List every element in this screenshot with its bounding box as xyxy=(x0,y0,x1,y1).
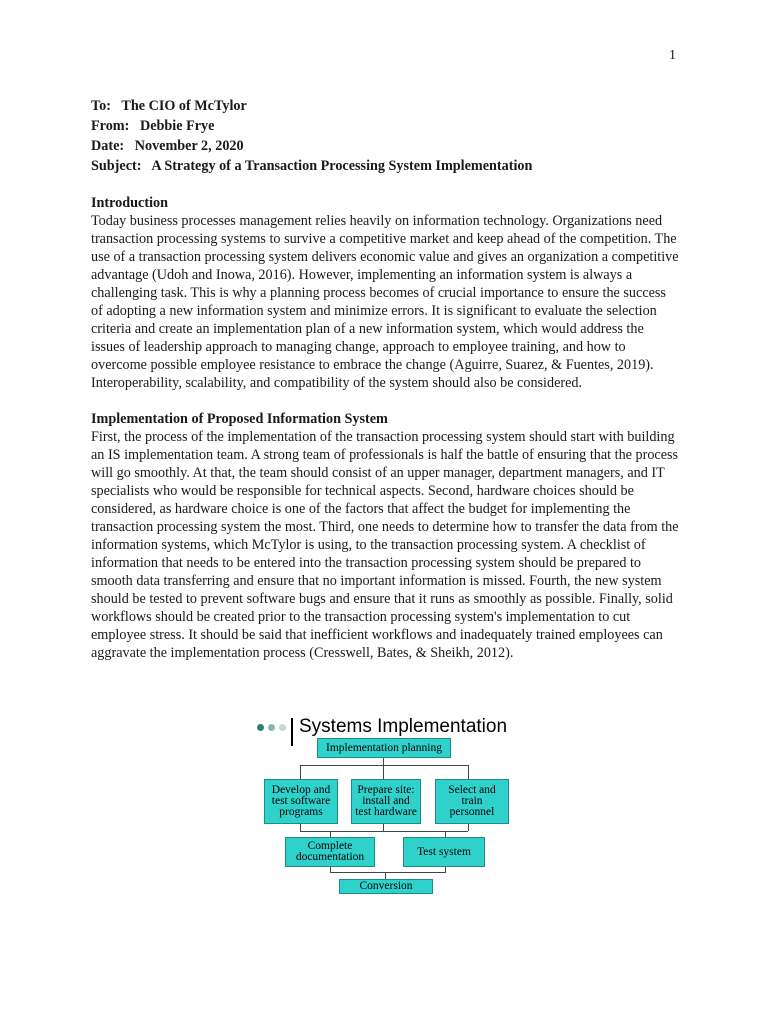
implementation-heading: Implementation of Proposed Information System xyxy=(91,411,388,427)
connector-line xyxy=(300,765,301,779)
accent-dot xyxy=(257,724,264,731)
connector-line xyxy=(383,823,384,831)
introduction-paragraph: Today business processes management relies heavily on information technology. Organizations need transaction processing systems to survive a competitive market and keep ahead of the competition. The use of a transaction processing system delivers economic value and gives an organization a competitive advantage (Udoh and Inowa, 2016). However, implementing an information system is always a challenging task. This is why a planning process becomes of crucial importance to ensure the success of adopting a new information system and minimize errors. It is significant to evaluate the selection criteria and create an implementation plan of a new information system, which would address the issues of leadership approach to managing change, approach to employee training, and how to overcome possible employee resistance to embrace the change (Aguirre, Suarez, & Fuentes, 2019). Interoperability, scalability, and compatibility of the system should also be considered. xyxy=(91,213,679,391)
connector-line xyxy=(300,765,468,766)
develop-software-box: Develop and test software programs xyxy=(264,779,338,824)
memo-to-value: The CIO of McTylor xyxy=(121,98,247,114)
systems-implementation-diagram xyxy=(255,714,513,894)
memo-from-label: From: xyxy=(91,118,130,134)
implementation-paragraph: First, the process of the implementation of the transaction processing system should start with building an IS implementation team. A strong team of professionals is half the battle of ensuring that the process will go smoothly. At that, the team should consist of an upper manager, department managers, and IT specialists who would be responsible for technical aspects. Second, hardware choices should be considered, as hardware choice is one of the factors that affect the budget for implementing the transaction processing system the most. Third, one needs to determine how to transfer the data from the information systems, which McTylor is using, to the transaction processing system. A checklist of information that needs to be entered into the transaction processing system should be prepared to smooth data transferring and ensure that no important information is missed. Fourth, the new system should be tested to prevent software bugs and ensure that it runs as smoothly as possible. Finally, solid workflows should be created prior to the transaction processing system's implementation to cut employee stress. It should be said that inefficient workflows and inadequately trained employees can aggravate the implementation process (Cresswell, Bates, & Sheikh, 2012). xyxy=(91,429,679,661)
memo-from xyxy=(91,116,679,136)
test-system-box: Test system xyxy=(403,837,485,867)
memo-to xyxy=(91,96,679,116)
document-body xyxy=(91,96,679,662)
memo-subject-value: A Strategy of a Transaction Processing System Implementation xyxy=(151,158,533,174)
select-personnel-box: Select and train personnel xyxy=(435,779,509,824)
diagram-title: Systems Implementation xyxy=(299,716,508,737)
connector-line xyxy=(383,765,384,779)
implementation-planning-box: Implementation planning xyxy=(317,738,451,758)
page-number: 1 xyxy=(669,48,676,63)
conversion-box: Conversion xyxy=(339,879,433,894)
connector-line xyxy=(468,765,469,779)
memo-subject xyxy=(91,156,679,176)
connector-line xyxy=(383,757,384,765)
accent-dots xyxy=(257,724,286,731)
memo-date-value: November 2, 2020 xyxy=(134,138,244,154)
memo-header xyxy=(91,96,679,176)
memo-from-value: Debbie Frye xyxy=(139,118,215,134)
memo-date-label: Date: xyxy=(91,138,125,154)
connector-line xyxy=(330,872,446,873)
connector-line xyxy=(300,831,468,832)
memo-subject-label: Subject: xyxy=(91,158,142,174)
complete-documentation-box: Complete documentation xyxy=(285,837,375,867)
connector-line xyxy=(468,823,469,831)
connector-line xyxy=(300,823,301,831)
introduction-heading: Introduction xyxy=(91,195,168,211)
accent-dot xyxy=(268,724,275,731)
title-divider xyxy=(291,718,293,746)
accent-dot xyxy=(279,724,286,731)
memo-to-label: To: xyxy=(91,98,111,114)
connector-line xyxy=(385,872,386,879)
memo-date xyxy=(91,136,679,156)
prepare-site-box: Prepare site: install and test hardware xyxy=(351,779,421,824)
